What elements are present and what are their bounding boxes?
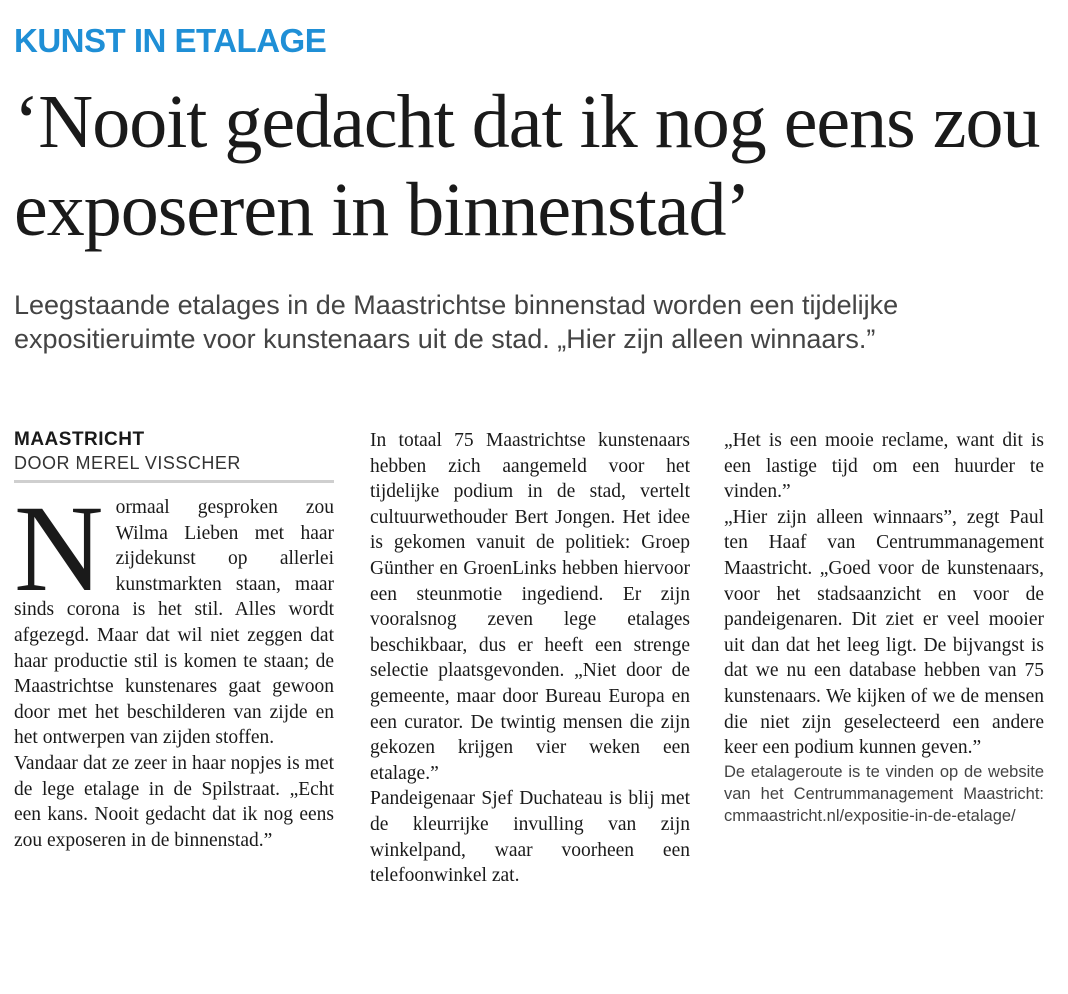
author: DOOR MEREL VISSCHER <box>14 453 241 473</box>
paragraph: Vandaar dat ze zeer in haar nopjes is met de lege etalage in de Spilstraat. „Echt een kans. Nooit gedacht dat ik nog eens zou exposeren in de binnenstad.” <box>14 752 334 851</box>
paragraph: „Hier zijn alleen winnaars”, zegt Paul ten Haaf van Centrummanagement Maastricht. „Goed voor de kunstenaars, voor het stadsaanzicht en voor de pandeigenaren. Dit ziet er veel mooier uit dan dat het leeg ligt. De bijvangst is dat we nu een database hebben van 75 kunstenaars. We kijken of we de mensen die niet zijn geselecteerd een andere keer een podium kunnen geven.” <box>724 506 1044 759</box>
info-note: De etalageroute is te vinden op de website van het Centrummanagement Maastricht: cmmaastricht.nl/expositie-in-de-etalage/ <box>724 762 1044 825</box>
headline: ‘Nooit gedacht dat ik nog eens zou exposeren in binnenstad’ <box>14 80 1040 252</box>
section-kicker: KUNST IN ETALAGE <box>14 22 327 59</box>
drop-cap: N <box>14 480 104 617</box>
article-column-3 <box>724 428 1044 827</box>
byline <box>14 428 334 483</box>
paragraph: Pandeigenaar Sjef Duchateau is blij met de kleurrijke invulling van zijn winkelpand, waar voorheen een telefoonwinkel zat. <box>370 788 690 887</box>
intro-paragraph: Leegstaande etalages in de Maastrichtse binnenstad worden een tijdelijke expositieruimte voor kunstenaars uit de stad. „Hier zijn alleen winnaars.” <box>14 290 899 354</box>
paragraph: ormaal gesproken zou Wilma Lieben met haar zijdekunst op allerlei kunstmarkten staan, maar sinds corona is het stil. Alles wordt afgezegd. Maar dat wil niet zeggen dat haar productie stil is komen te staan; de Maastrichtse kunstenares gaat gewoon door met het beschilderen van zijde en het ontwerpen van zijden stoffen. <box>14 497 334 749</box>
paragraph: „Het is een mooie reclame, want dit is een lastige tijd om een huurder te vinden.” <box>724 430 1044 503</box>
paragraph: In totaal 75 Maastrichtse kunstenaars hebben zich aangemeld voor het tijdelijke podium in de stad, vertelt cultuurwethouder Bert Jongen. Het idee is gekomen vanuit de politiek: Groep Günther en GroenLinks hebben hiervoor een steunmotie ingediend. Er zijn vooralsnog zeven lege etalages beschikbaar, dus er heeft een strenge selectie plaatsgevonden. „Niet door de gemeente, maar door Bureau Europa en een curator. De twintig mensen die zijn gekozen krijgen vier weken een etalage.” <box>370 430 690 784</box>
article-column-1 <box>14 428 334 853</box>
dateline: MAASTRICHT <box>14 429 145 450</box>
article-column-2 <box>370 428 690 889</box>
